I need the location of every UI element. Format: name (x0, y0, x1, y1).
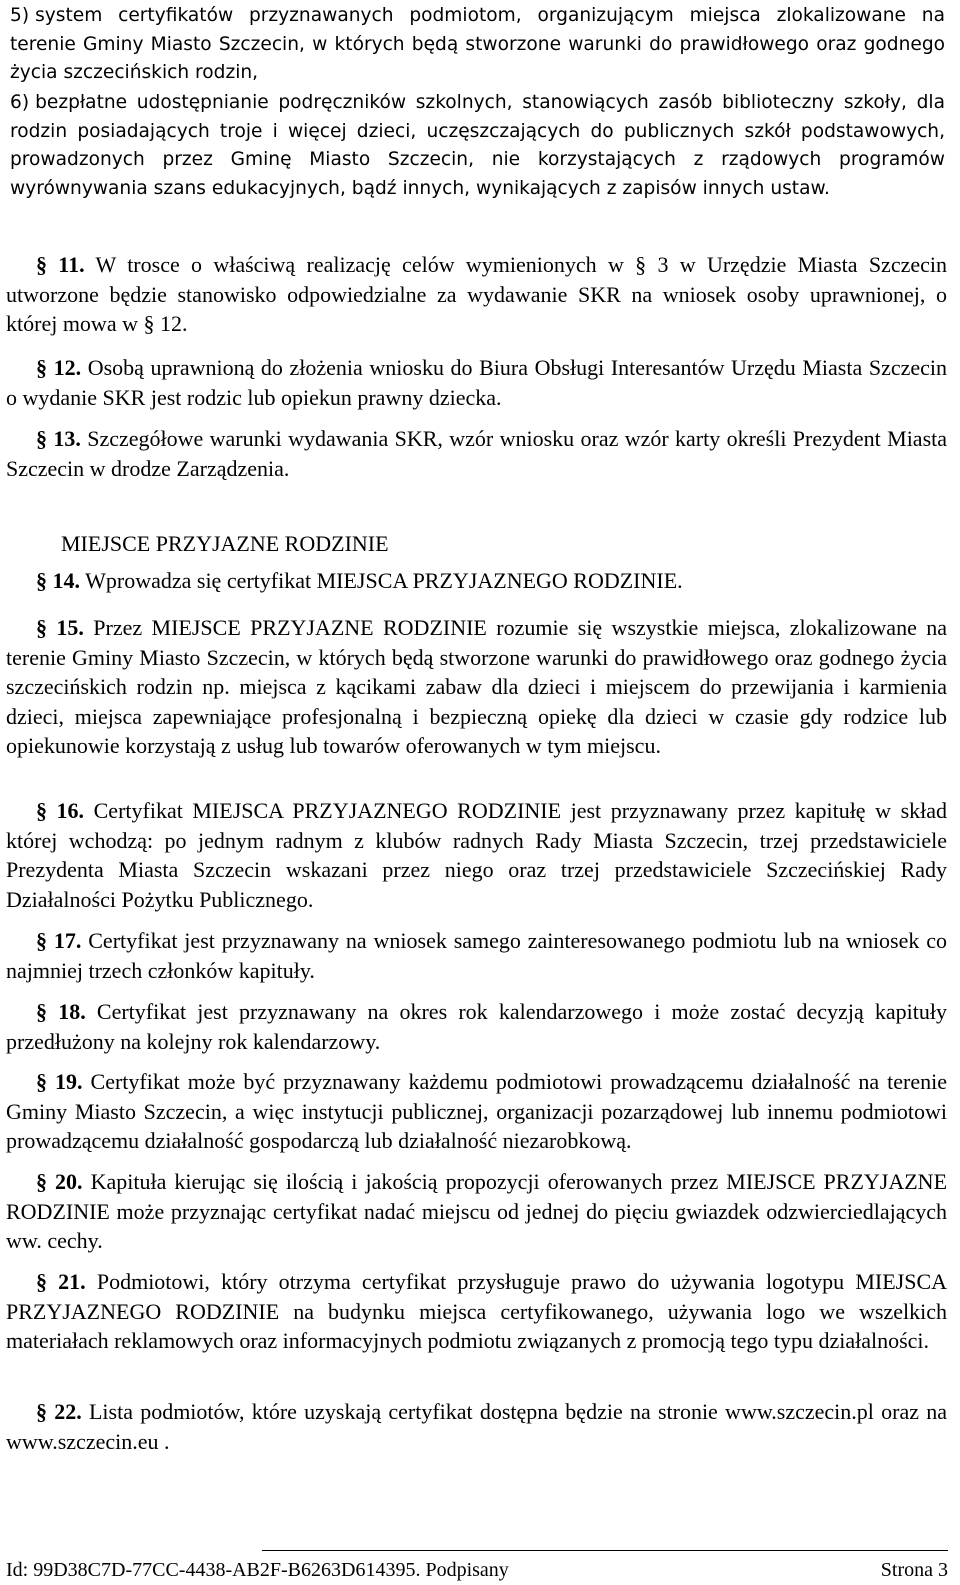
paragraph-text: W trosce o właściwą realizację celów wymienionych w § 3 w Urzędzie Miasta Szczecin utworzone będzie stanowisko odpowiedzialne za wydawanie SKR na wniosek osoby uprawnionej, o której mowa w § 12. (6, 252, 947, 336)
paragraph-text: Podmiotowi, który otrzyma certyfikat przysługuje prawo do używania logotypu MIEJSCA PRZYJAZNEGO RODZINIE na budynku miejsca certyfikowanego, używania logo we wszelkich materiałach reklamowych oraz informacyjnych podmiotu związanych z promocją tego typu działalności. (6, 1269, 948, 1353)
paragraph-number: § 18. (36, 999, 86, 1024)
paragraph-number: § 11. (36, 252, 85, 277)
paragraph-16 (6, 796, 947, 914)
paragraph-number: § 14. (36, 568, 80, 593)
paragraph-20 (6, 1167, 947, 1256)
paragraph-text: Certyfikat może być przyznawany każdemu podmiotowi prowadzącemu działalność na terenie Gminy Miasto Szczecin, a więc instytucji publicznej, organizacji pozarządowej lub innemu podmiotowi prowadzącemu działalność gospodarczą lub działalność niezarobkową. (6, 1069, 947, 1153)
list-item-text: bezpłatne udostępnianie podręczników szkolnych, stanowiących zasób biblioteczny szkoły, dla rodzin posiadających troje i więcej dzieci, uczęszczających do publicznych szkół podstawowych, prowadzonych przez Gminę Miasto Szczecin, nie korzystających z rządowych programów wyrównywania szans edukacyjnych, bądź innych, wynikających z zapisów innych ustaw. (10, 92, 945, 199)
paragraph-text: Certyfikat jest przyznawany na wniosek samego zainteresowanego podmiotu lub na wniosek co najmniej trzech członków kapituły. (6, 928, 948, 983)
paragraph-17 (6, 926, 947, 985)
paragraph-19 (6, 1067, 947, 1156)
paragraph-number: § 22. (36, 1399, 82, 1424)
paragraph-text: Lista podmiotów, które uzyskają certyfikat dostępna będzie na stronie www.szczecin.pl oraz na www.szczecin.eu . (6, 1399, 947, 1454)
paragraph-15 (6, 613, 947, 761)
list-item (10, 2, 945, 88)
paragraph-11 (6, 250, 947, 339)
paragraph-13 (6, 424, 947, 483)
paragraph-text: Wprowadza się certyfikat MIEJSCA PRZYJAZNEGO RODZINIE. (85, 568, 683, 593)
paragraph-14 (6, 566, 947, 596)
paragraph-number: § 13. (36, 426, 81, 451)
paragraph-text: Certyfikat jest przyznawany na okres rok kalendarzowego i może zostać decyzją kapituły przedłużony na kolejny rok kalendarzowy. (6, 999, 948, 1054)
paragraph-22 (6, 1397, 947, 1456)
list-item-number: 6) (10, 92, 30, 113)
paragraph-21 (6, 1267, 947, 1356)
paragraph-18 (6, 997, 947, 1056)
list-item-text: system certyfikatów przyznawanych podmiotom, organizującym miejsca zlokalizowane na terenie Gminy Miasto Szczecin, w których będą stworzone warunki do prawidłowego oraz godnego życia szczecińskich rodzin, (10, 5, 945, 84)
paragraph-text: Osobą uprawnioną do złożenia wniosku do Biura Obsługi Interesantów Urzędu Miasta Szczecin o wydanie SKR jest rodzic lub opiekun prawny dziecka. (6, 355, 948, 410)
paragraph-number: § 12. (36, 355, 82, 380)
paragraph-number: § 21. (36, 1269, 86, 1294)
paragraph-number: § 19. (36, 1069, 83, 1094)
paragraph-text: Szczegółowe warunki wydawania SKR, wzór wniosku oraz wzór karty określi Prezydent Miasta Szczecin w drodze Zarządzenia. (6, 426, 948, 481)
paragraph-number: § 20. (36, 1169, 83, 1194)
paragraph-12 (6, 353, 947, 412)
paragraph-text: Przez MIEJSCE PRZYJAZNE RODZINIE rozumie się wszystkie miejsca, zlokalizowane na terenie Gminy Miasto Szczecin, w których będą stworzone warunki do prawidłowego oraz godnego życia szczecińskich rodzin np. miejsca z kącikami zabaw dla dzieci i miejscem do przewijania i karmienia dzieci, miejsca zapewniające profesjonalną i bezpieczną opiekę dla dzieci w czasie gdy rodzice lub opiekunowie korzystają z usług lub towarów oferowanych w tym miejscu. (6, 615, 947, 758)
list-item-number: 5) (10, 5, 30, 26)
paragraph-number: § 16. (36, 798, 85, 823)
paragraph-number: § 15. (36, 615, 84, 640)
list-item (10, 89, 945, 203)
footer-document-id: Id: 99D38C7D-77CC-4438-AB2F-B6263D614395. Podpisany (6, 1559, 509, 1581)
paragraph-text: Certyfikat MIEJSCA PRZYJAZNEGO RODZINIE jest przyznawany przez kapitułę w skład której wchodzą: po jednym radnym z klubów radnych Rady Miasta Szczecin, trzej przedstawiciele Prezydenta Miasta Szczecin wskazani przez niego oraz trzej przedstawiciele Szczecińskiej Rady Działalności Pożytku Publicznego. (6, 798, 948, 912)
section-heading: MIEJSCE PRZYJAZNE RODZINIE (61, 531, 389, 556)
footer-divider (262, 1550, 948, 1551)
footer-page-number: Strona 3 (880, 1559, 948, 1581)
paragraph-text: Kapituła kierując się ilością i jakością propozycji oferowanych przez MIEJSCE PRZYJAZNE RODZINIE może przyznając certyfikat nadać miejscu od jednej do pięciu gwiazdek odzwierciedlających ww. cechy. (6, 1169, 948, 1253)
paragraph-number: § 17. (36, 928, 82, 953)
